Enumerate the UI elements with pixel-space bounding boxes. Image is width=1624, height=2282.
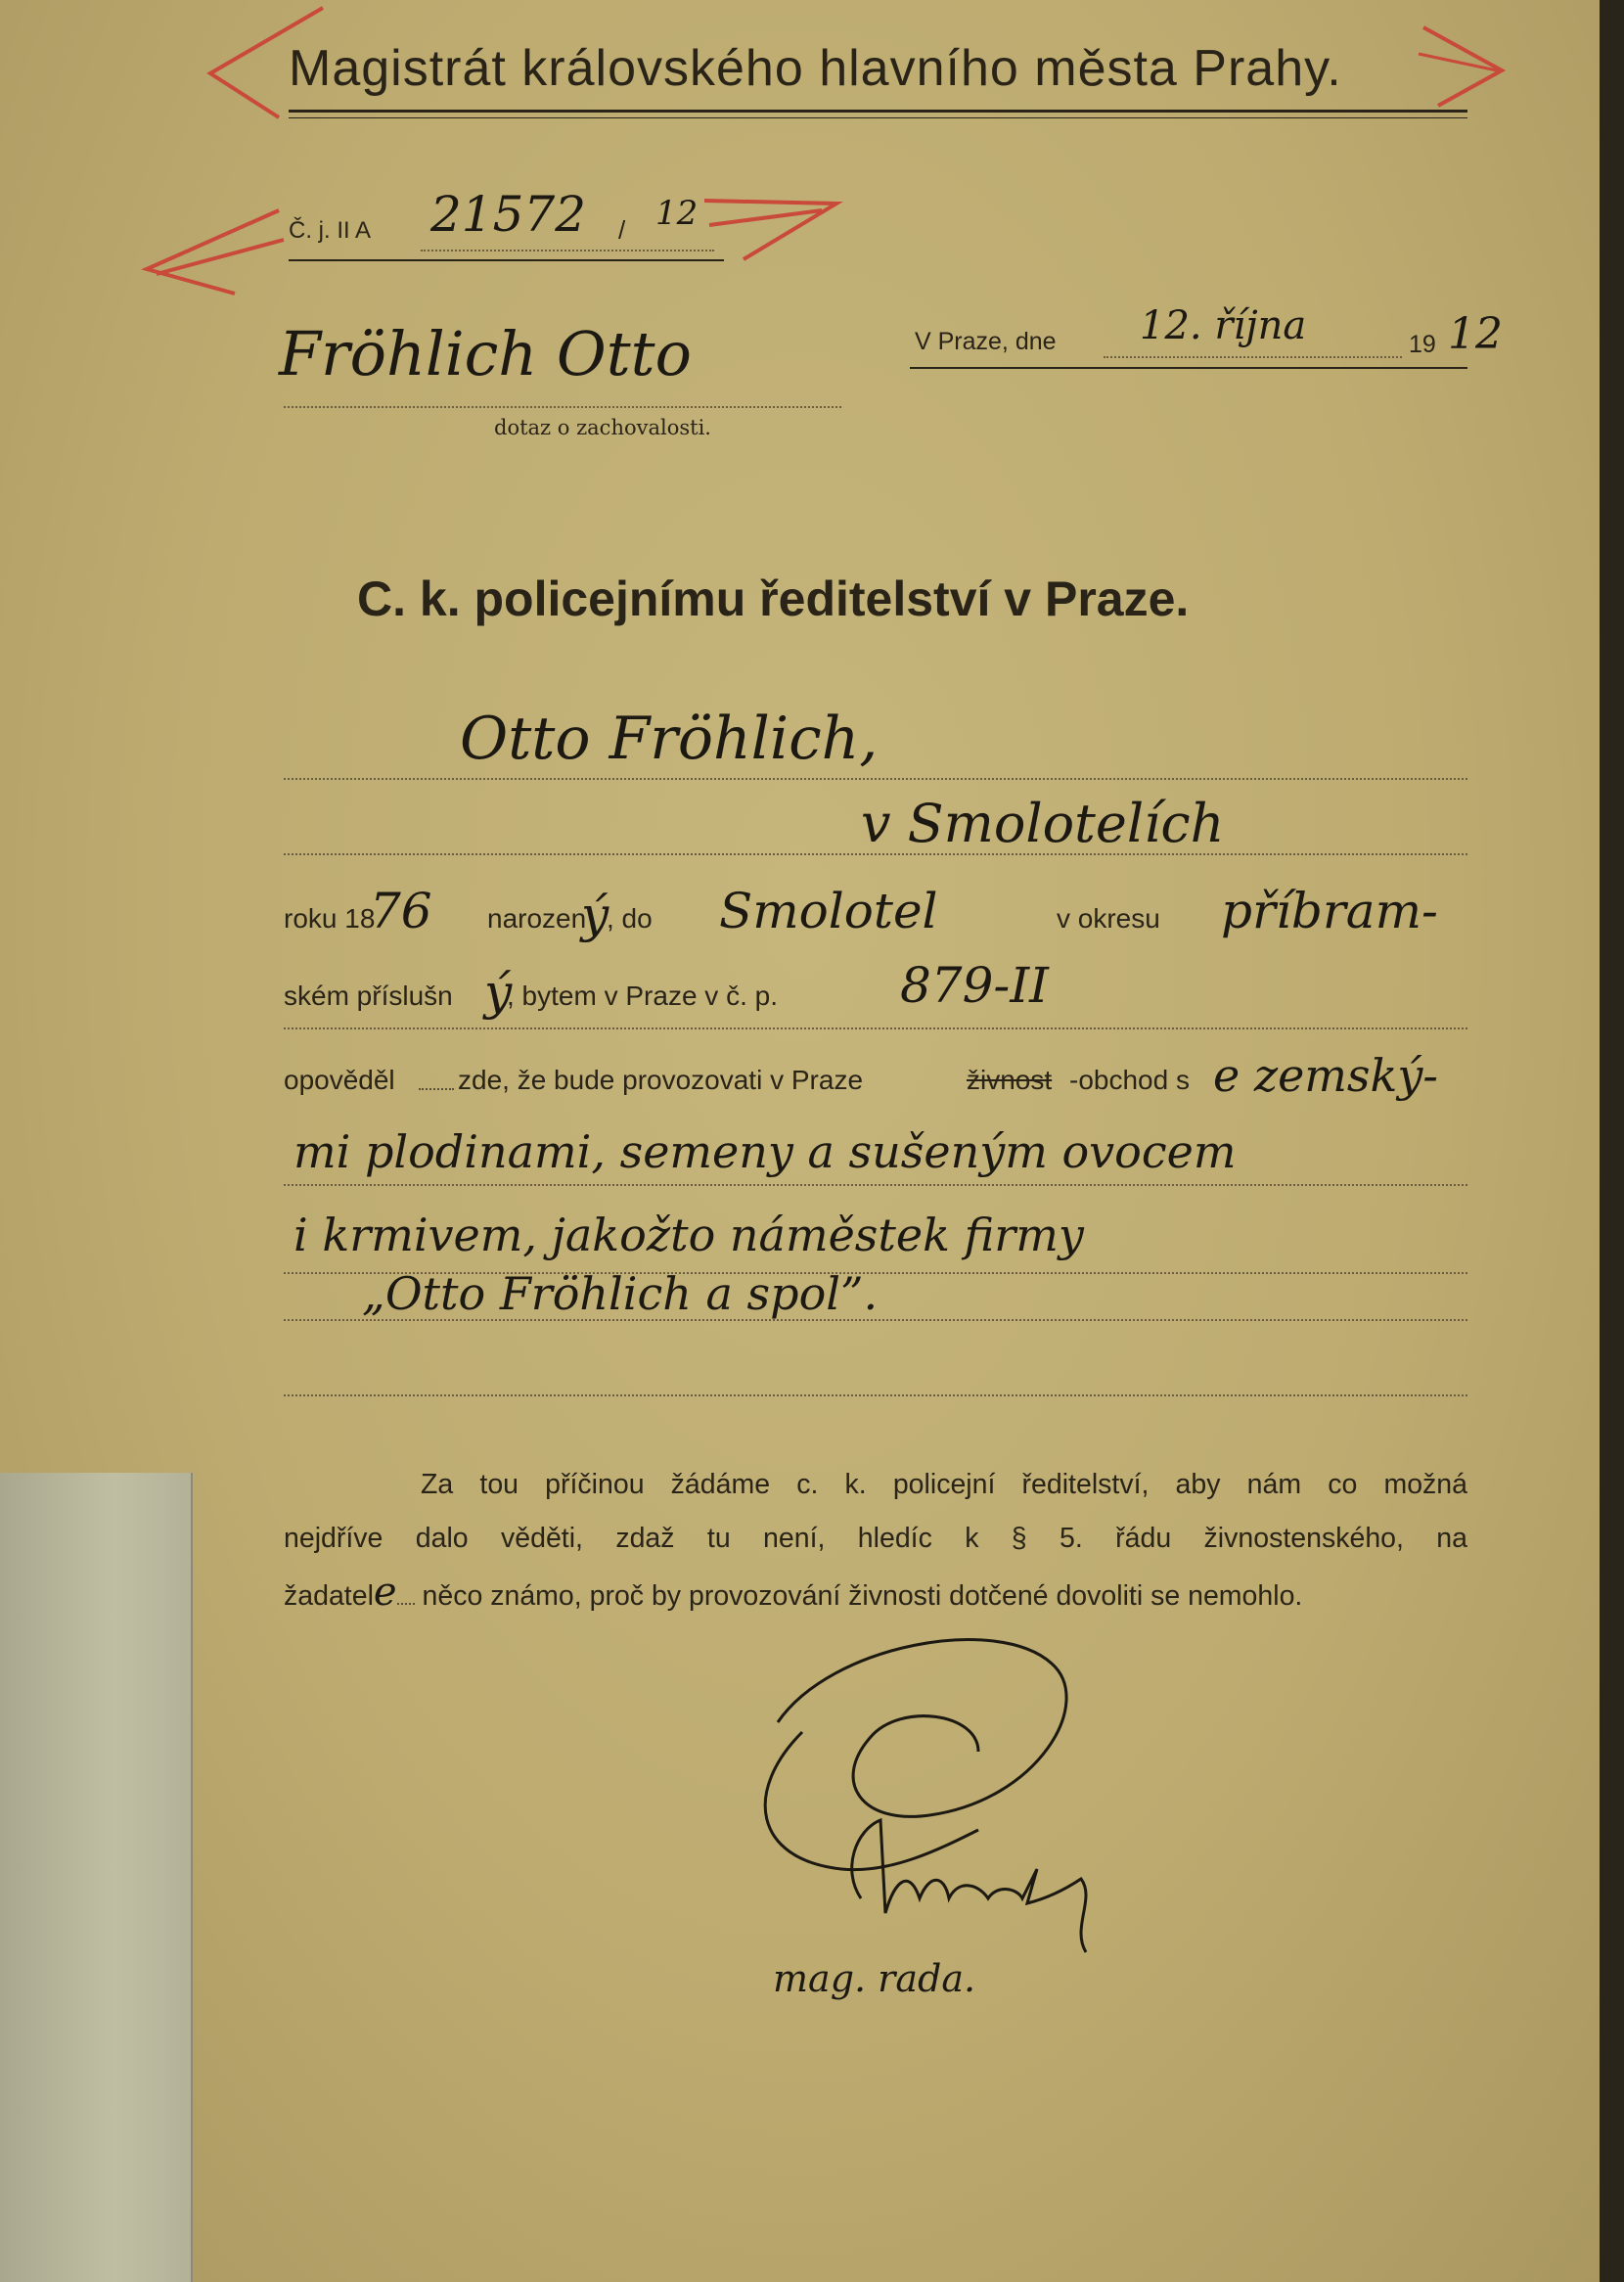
trade-hand-4: „Otto Fröhlich a spol”. [362, 1267, 879, 1320]
reference-dotted-line [421, 250, 714, 251]
header-rule [289, 110, 1467, 113]
form-dotted-line-3 [284, 1027, 1467, 1029]
form-dotted-line-1 [284, 778, 1467, 780]
declared-dotted-fill [419, 1088, 454, 1090]
hometown: Smolotel [719, 883, 938, 939]
struck-word: živnost [967, 1065, 1053, 1095]
applicant-name: Otto Fröhlich, [460, 705, 879, 773]
reference-number: 21572 [430, 186, 587, 243]
form-dotted-line-6 [284, 1319, 1467, 1321]
clerk-title: mag. rada. [773, 1957, 976, 2000]
form-dotted-line-4 [284, 1184, 1467, 1186]
request-line-3-a: žadatel [284, 1580, 374, 1612]
born-suffix: ý [581, 887, 609, 943]
dateline-rule [910, 367, 1467, 369]
subject-handwritten: Fröhlich Otto [279, 318, 692, 389]
reference-year: 12 [655, 194, 699, 233]
header-title: Magistrát královského hlavního města Prahy. [289, 40, 1342, 97]
belong-prefix: ském příslušn [284, 981, 453, 1011]
born-label: roku 18 [284, 903, 376, 934]
district: příbram- [1221, 883, 1438, 939]
subject-dotted-line [284, 406, 841, 408]
reference-label: Č. j. II A [289, 217, 372, 244]
signature-scrawl [685, 1605, 1154, 1977]
form-dotted-line-7 [284, 1394, 1467, 1396]
subject-caption: dotaz o zachovalosti. [494, 416, 711, 439]
dateline-year-prefix: 19 [1409, 331, 1436, 358]
trade-label: -obchod s [1069, 1065, 1190, 1095]
declared-label: opověděl [284, 1065, 395, 1095]
request-line-3-hand: e [373, 1570, 397, 1615]
dateline-place-label: V Praze, dne [915, 328, 1057, 355]
request-paragraph [284, 1458, 1467, 1623]
residence-label: , bytem v Praze v č. p. [507, 981, 778, 1011]
header-rule-2 [289, 117, 1467, 118]
request-line-3-b: něco známo, proč by provozování živnosti dotčené dovoliti se nemohlo. [422, 1580, 1303, 1612]
trade-hand-2: mi plodinami, semeny a sušeným ovocem [293, 1125, 1237, 1178]
request-dotted-fill [397, 1603, 415, 1605]
belong-suffix: ý [484, 964, 513, 1021]
dateline-dotted-line [1104, 356, 1402, 358]
attached-paper-slip [0, 1473, 193, 2282]
dateline-date: 12. října [1140, 303, 1307, 348]
scan-background-edge [1600, 0, 1624, 2282]
dateline-year-suffix: 12 [1448, 309, 1503, 359]
born-word: narozen [487, 903, 587, 934]
form-dotted-line-2 [284, 853, 1467, 855]
born-year: 76 [370, 883, 432, 939]
request-line-2: nejdříve dalo věděti, zdaž tu není, hledíc k § 5. řádu živnostenského, na [284, 1523, 1467, 1554]
declared-rest: zde, že bude provozovati v Praze [458, 1065, 864, 1095]
trade-hand-3: i krmivem, jakožto náměstek firmy [293, 1209, 1084, 1261]
house-number: 879-II [900, 957, 1049, 1014]
reference-rule [289, 259, 724, 261]
addressee: C. k. policejnímu ředitelství v Praze. [357, 571, 1190, 626]
trade-hand-1: e zemský- [1213, 1049, 1438, 1102]
district-label: v okresu [1057, 903, 1160, 934]
reference-separator: / [618, 215, 626, 245]
request-line-1: Za tou příčinou žádáme c. k. policejní ředitelství, aby nám co možná [421, 1469, 1467, 1500]
to-label: , do [607, 903, 653, 934]
applicant-location: v Smolotelích [861, 793, 1225, 854]
